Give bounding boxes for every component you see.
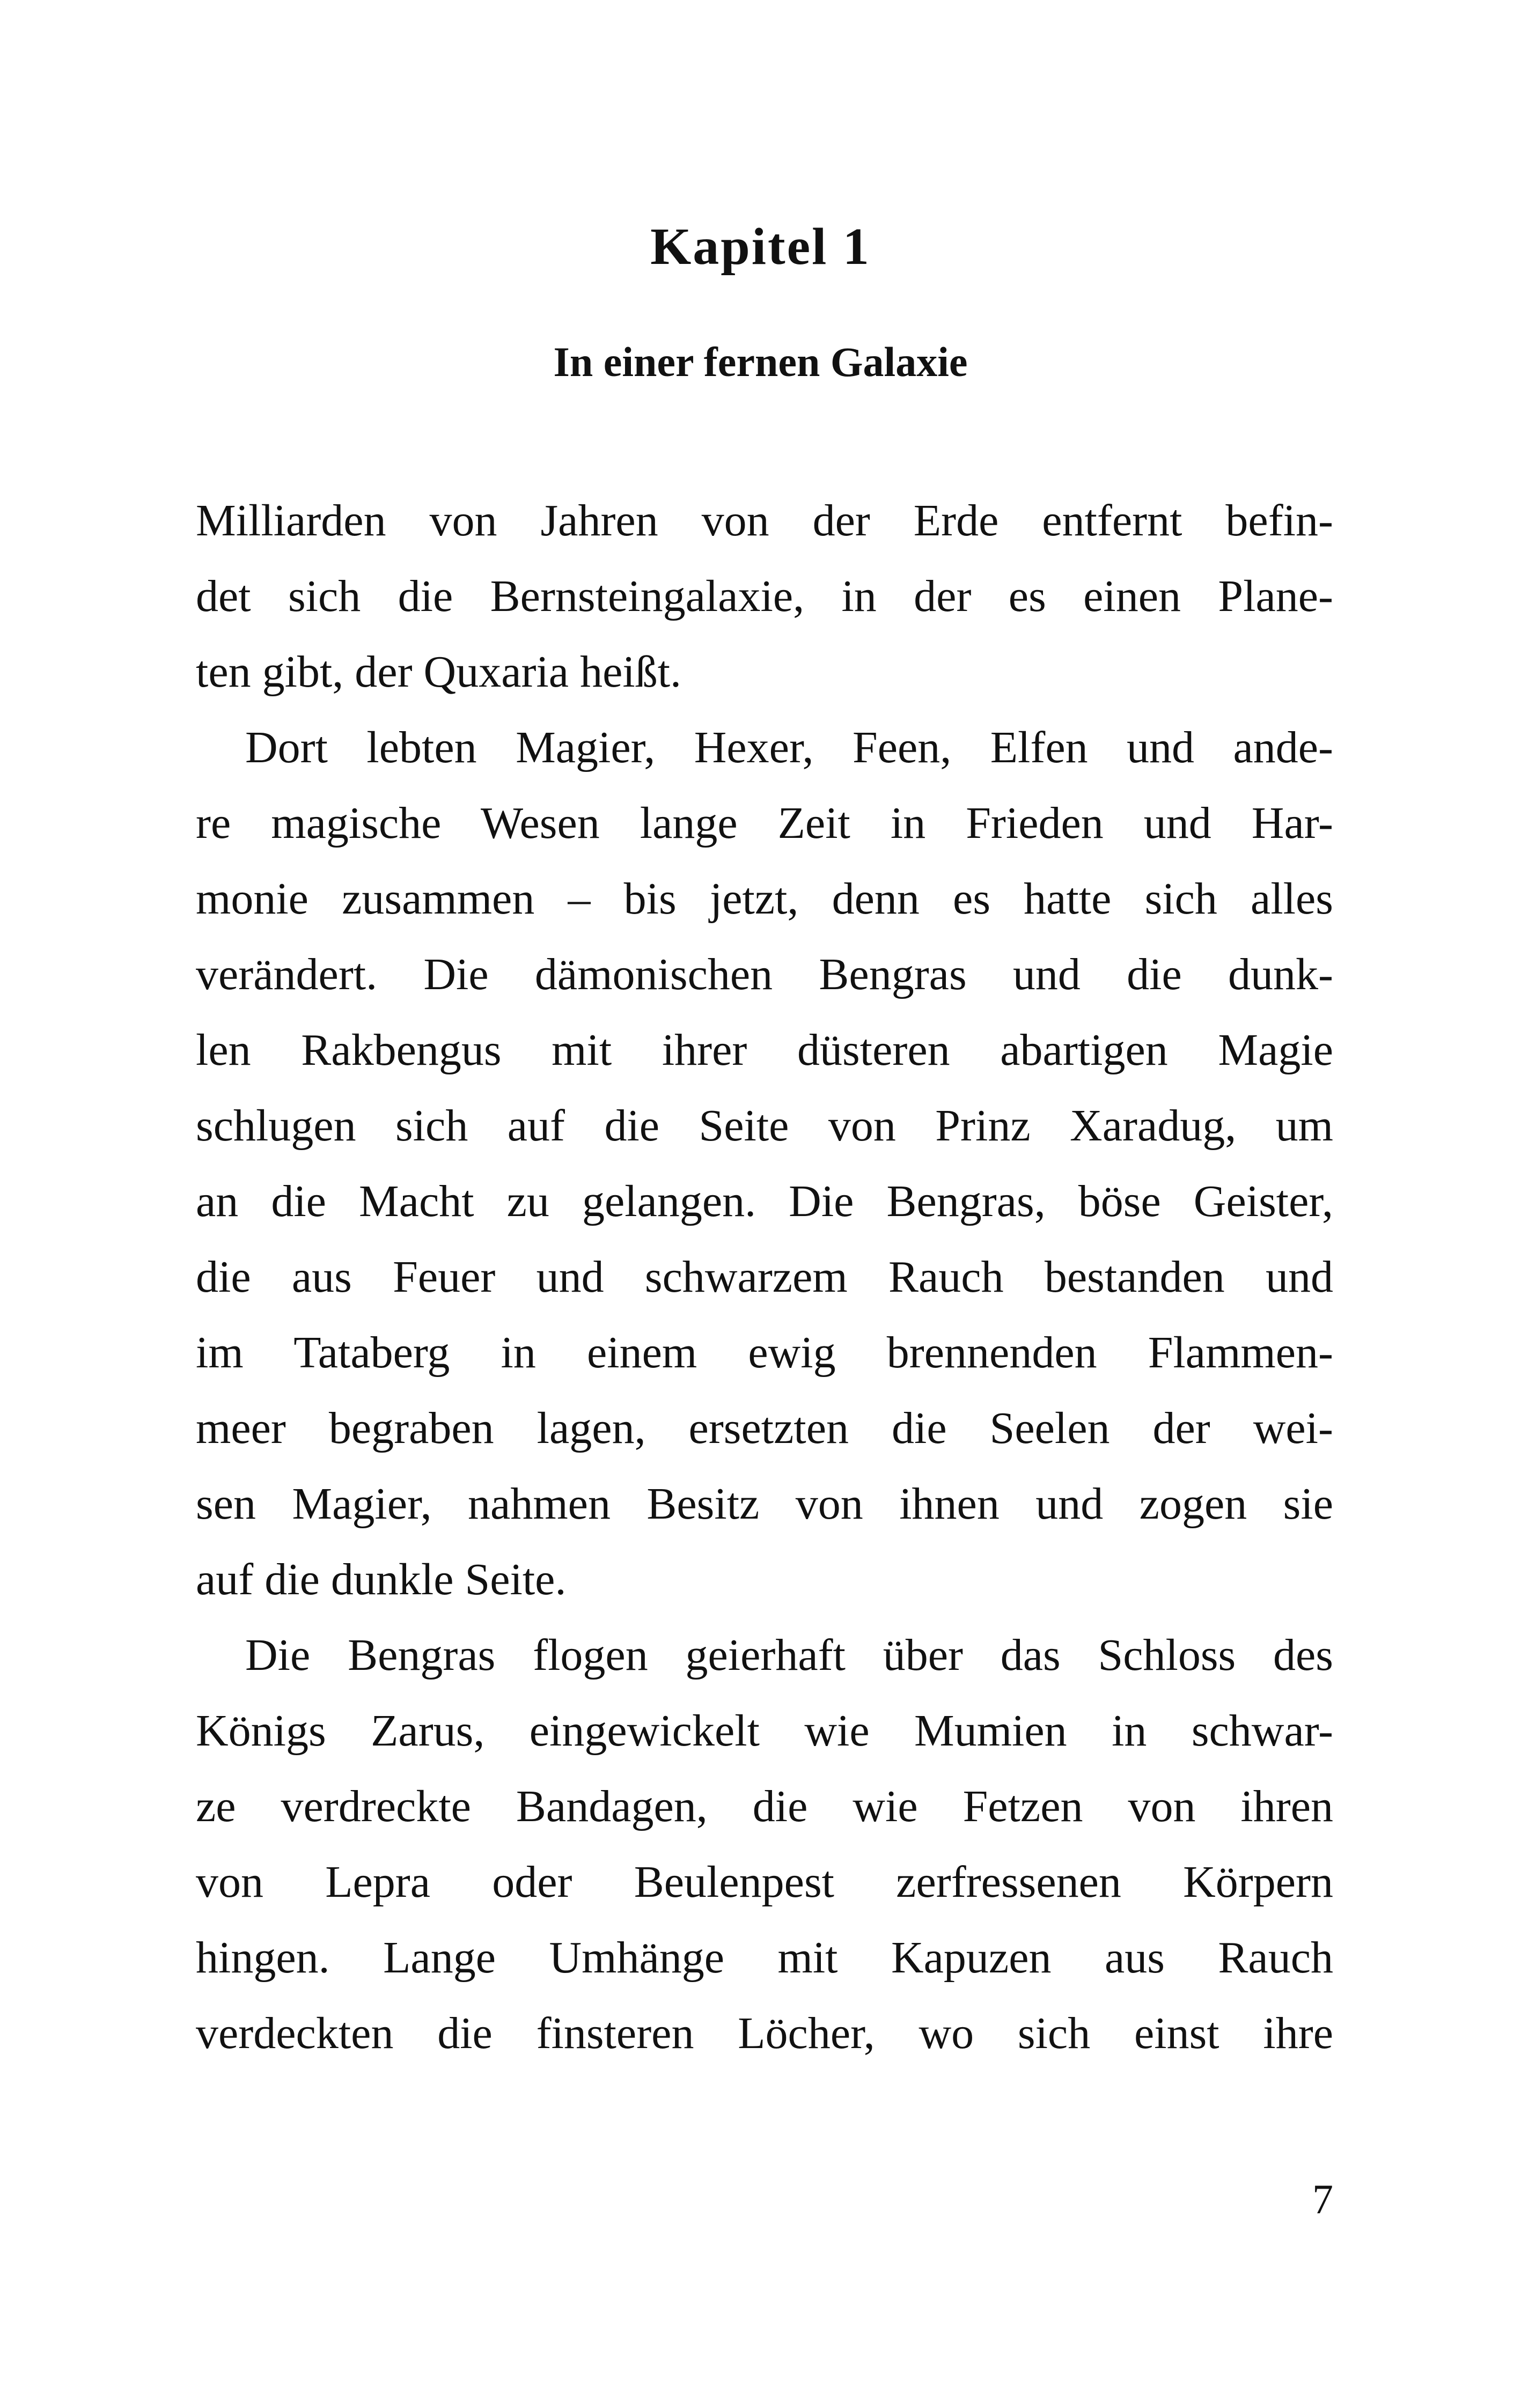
chapter-subtitle: In einer fernen Galaxie xyxy=(553,338,968,385)
text-line: hingen. Lange Umhänge mit Kapuzen aus Rauch xyxy=(196,1933,1333,1983)
text-line: die aus Feuer und schwarzem Rauch bestanden und xyxy=(196,1252,1333,1302)
text-line: ten gibt, der Quxaria heißt. xyxy=(196,647,682,697)
text-line: det sich die Bernsteingalaxie, in der es einen Plane- xyxy=(196,571,1333,621)
paragraph xyxy=(196,483,1333,710)
text-line: Milliarden von Jahren von der Erde entfernt befin- xyxy=(196,496,1333,546)
text-line: an die Macht zu gelangen. Die Bengras, böse Geister, xyxy=(196,1176,1333,1226)
text-line: ze verdreckte Bandagen, die wie Fetzen von ihren xyxy=(196,1781,1333,1831)
text-line: von Lepra oder Beulenpest zerfressenen Körpern xyxy=(196,1857,1333,1907)
text-line: sen Magier, nahmen Besitz von ihnen und zogen sie xyxy=(196,1479,1333,1529)
text-line: verändert. Die dämonischen Bengras und die dunk- xyxy=(196,949,1333,999)
text-line: Königs Zarus, eingewickelt wie Mumien in schwar- xyxy=(196,1706,1333,1756)
text-line: monie zusammen – bis jetzt, denn es hatte sich alles xyxy=(196,874,1333,924)
text-line: Die Bengras flogen geierhaft über das Schloss des xyxy=(245,1630,1333,1680)
paragraph xyxy=(196,710,1333,1617)
chapter-body xyxy=(196,483,1333,2071)
text-line: meer begraben lagen, ersetzten die Seelen der wei- xyxy=(196,1403,1333,1453)
text-line: re magische Wesen lange Zeit in Frieden und Har- xyxy=(196,798,1333,848)
text-line: schlugen sich auf die Seite von Prinz Xaradug, um xyxy=(196,1101,1333,1151)
text-line: im Tataberg in einem ewig brennenden Flammen- xyxy=(196,1328,1333,1378)
text-line: Dort lebten Magier, Hexer, Feen, Elfen und ande- xyxy=(245,723,1333,772)
page-number: 7 xyxy=(1312,2176,1333,2222)
paragraph xyxy=(196,1617,1333,2071)
chapter-title: Kapitel 1 xyxy=(650,218,871,276)
text-line: len Rakbengus mit ihrer düsteren abartigen Magie xyxy=(196,1025,1333,1075)
text-line: verdeckten die finsteren Löcher, wo sich einst ihre xyxy=(196,2008,1333,2058)
text-line: auf die dunkle Seite. xyxy=(196,1555,567,1604)
